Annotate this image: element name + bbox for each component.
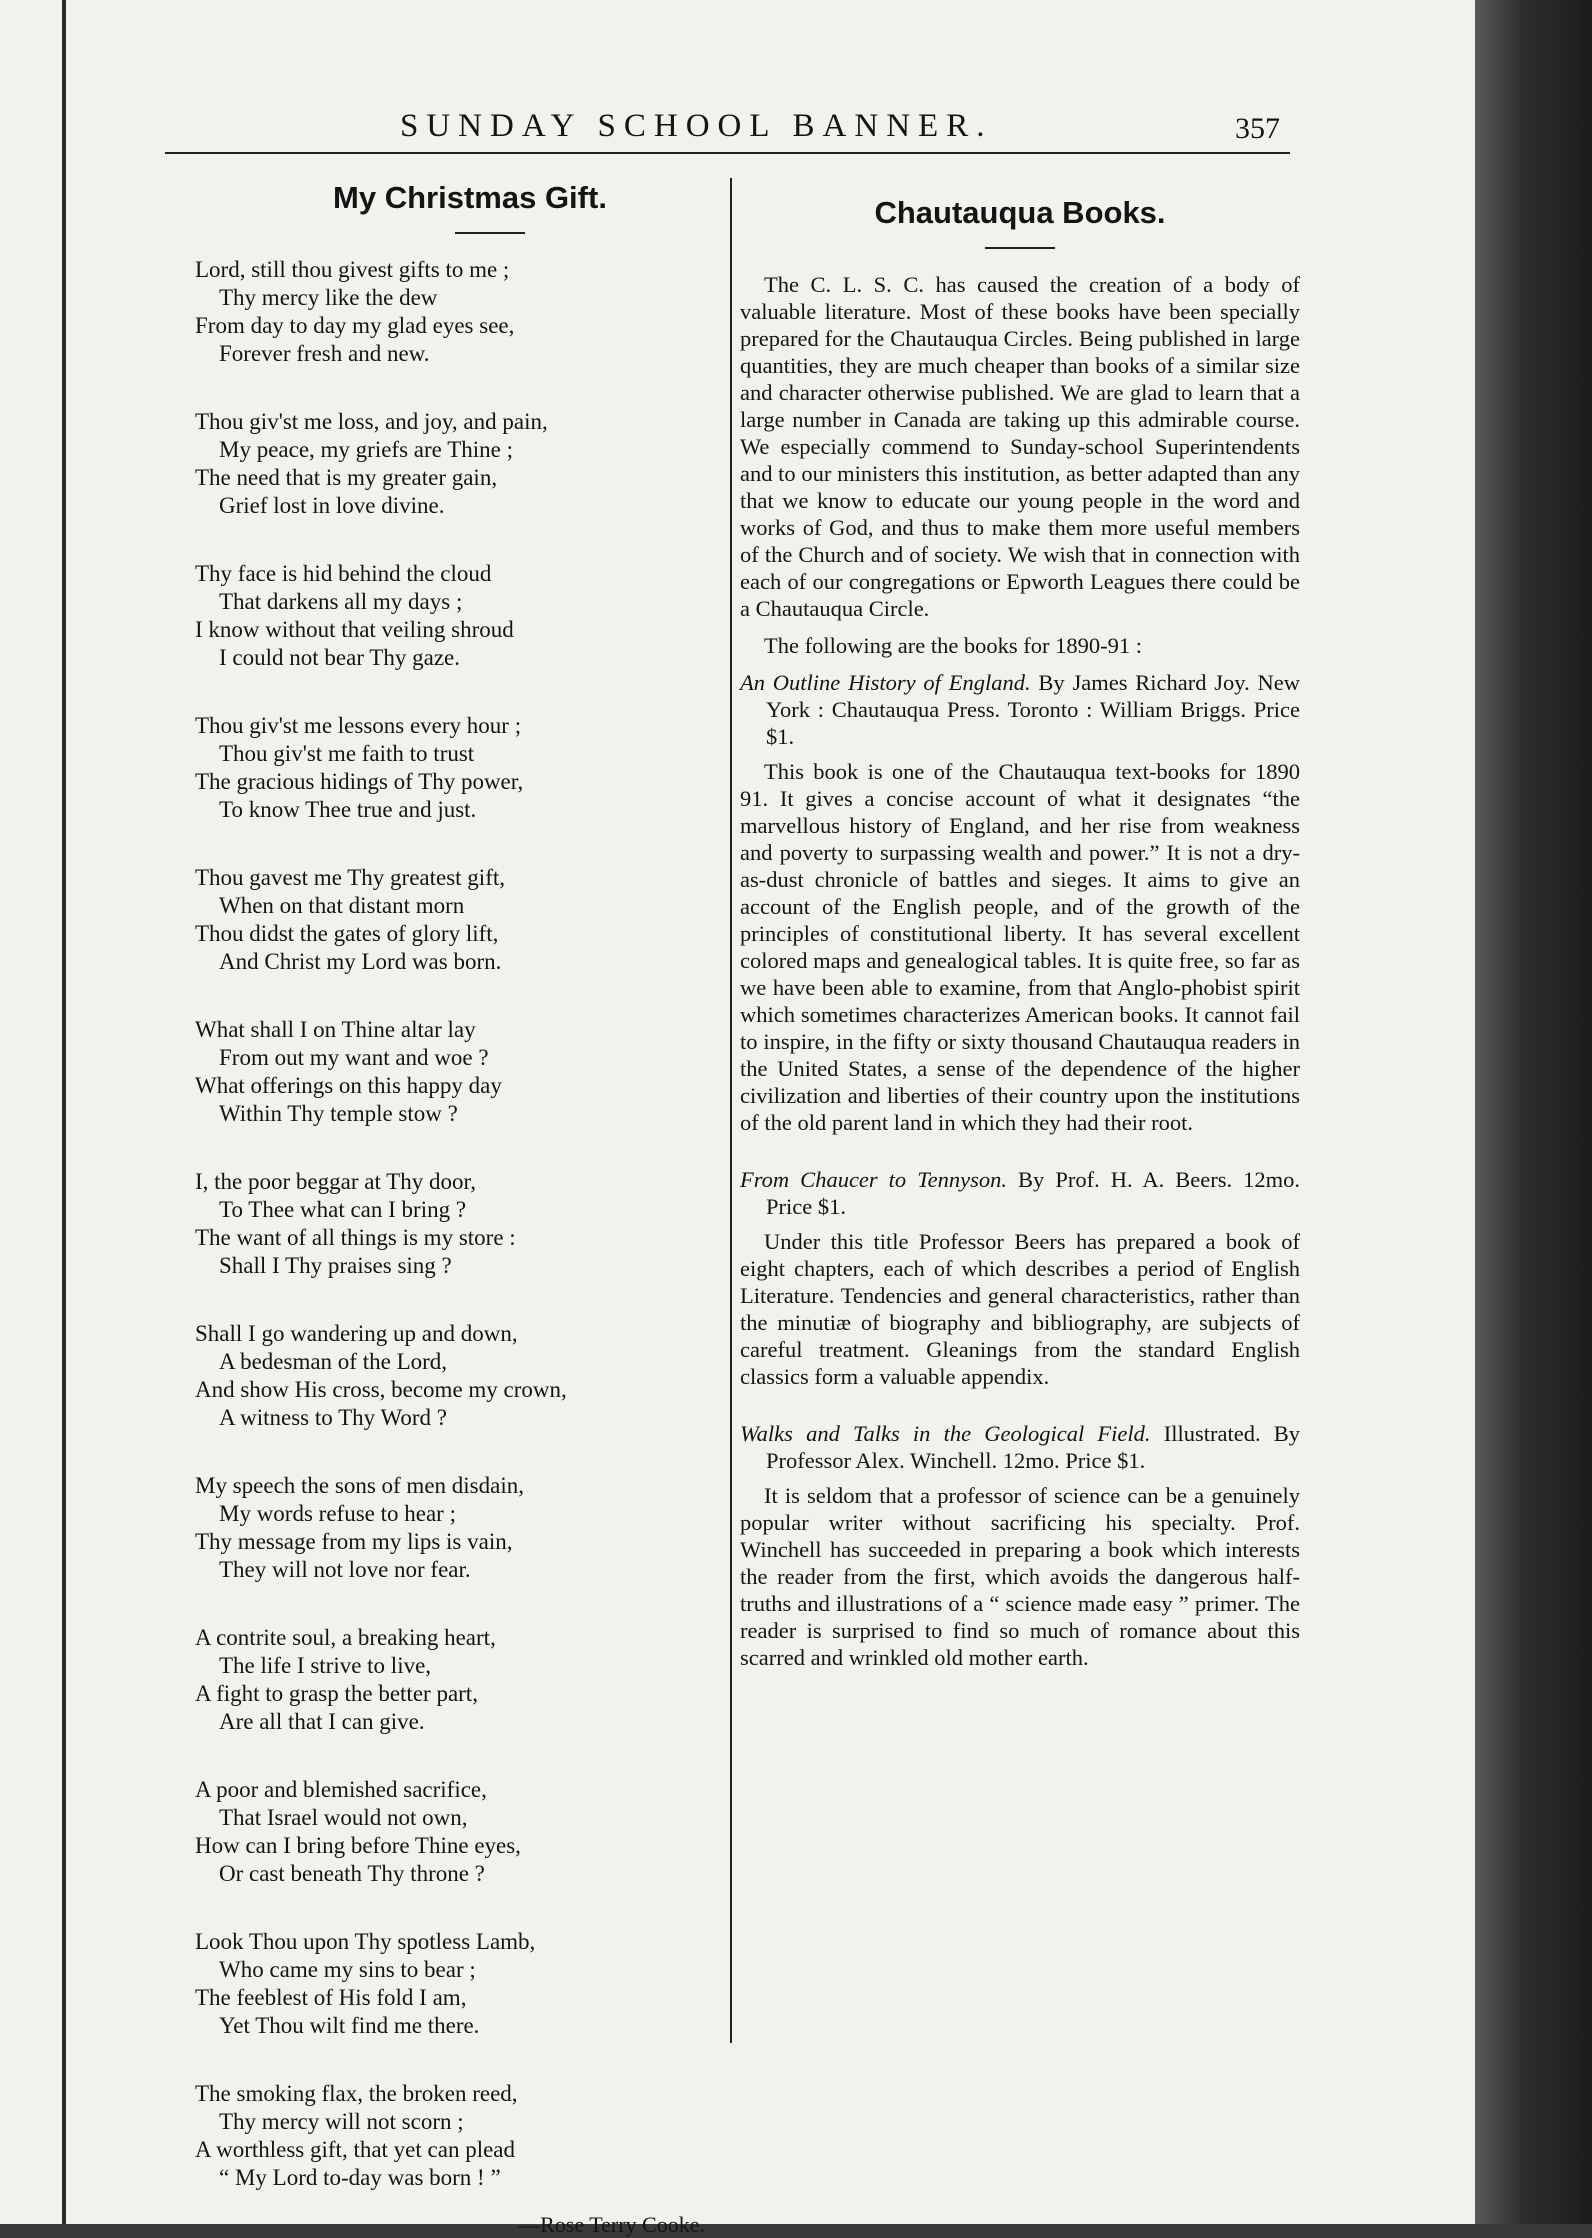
- poem-stanzas: [195, 256, 705, 2192]
- book-title: From Chaucer to Tennyson.: [740, 1167, 1008, 1192]
- poem-line: That darkens all my days ;: [219, 589, 463, 614]
- title-rule: [985, 247, 1055, 249]
- poem-line: Shall I Thy praises sing ?: [219, 1253, 452, 1278]
- poem-author: —Rose Terry Cooke.: [518, 2212, 705, 2237]
- poem-line: To Thee what can I bring ?: [219, 1197, 467, 1222]
- poem-line: From day to day my glad eyes see,: [195, 313, 515, 338]
- poem-stanza: [195, 560, 705, 672]
- book-byline: Illustrated. By Professor Alex. Winchell. 12mo. Price $1.: [766, 1421, 1301, 1473]
- book-entry: [740, 1166, 1300, 1390]
- book-entry: [740, 1420, 1300, 1671]
- poem-line: Shall I go wandering up and down,: [195, 1321, 518, 1346]
- poem-line: Forever fresh and new.: [219, 341, 430, 366]
- column-divider: [730, 178, 732, 2043]
- poem-line: A worthless gift, that yet can plead: [195, 2137, 516, 2162]
- poem-stanza: [195, 1624, 705, 1736]
- poem-stanza: [195, 1776, 705, 1888]
- poem-line: Who came my sins to bear ;: [219, 1957, 476, 1982]
- poem-stanza: [195, 1320, 705, 1432]
- poem-line: Thy mercy will not scorn ;: [219, 2109, 464, 2134]
- poem-line: Grief lost in love divine.: [219, 493, 445, 518]
- poem-line: Thou giv'st me faith to trust: [219, 741, 475, 766]
- poem-line: How can I bring before Thine eyes,: [195, 1833, 521, 1858]
- poem-line: “ My Lord to-day was born ! ”: [219, 2165, 501, 2190]
- poem-line: What shall I on Thine altar lay: [195, 1017, 476, 1042]
- book-entry: [740, 669, 1300, 1136]
- poem-line: Thy message from my lips is vain,: [195, 1529, 513, 1554]
- title-rule: [455, 232, 525, 234]
- poem-line: Thy face is hid behind the cloud: [195, 561, 492, 586]
- poem-line: And Christ my Lord was born.: [219, 949, 502, 974]
- poem-stanza: [195, 256, 705, 368]
- poem-stanza: [195, 408, 705, 520]
- poem-line: The feeblest of His fold I am,: [195, 1985, 467, 2010]
- poem-line: Thy mercy like the dew: [219, 285, 438, 310]
- poem-stanza: [195, 864, 705, 976]
- book-byline: By James Richard Joy. New York : Chautauqua Press. Toronto : William Briggs. Price $1.: [766, 670, 1301, 749]
- book-title: An Outline History of England.: [740, 670, 1031, 695]
- poem-line: Thou giv'st me lessons every hour ;: [195, 713, 522, 738]
- book-byline: By Prof. H. A. Beers. 12mo. Price $1.: [766, 1167, 1301, 1219]
- poem-line: A contrite soul, a breaking heart,: [195, 1625, 496, 1650]
- poem-line: They will not love nor fear.: [219, 1557, 471, 1582]
- book-review: It is seldom that a professor of science can be a genuinely popular writer without sacrificing his specialty. Prof. Winchell has succeeded in preparing a book which interests the reader from the first, which avoids the dangerous half-truths and illustrations of a “ science made easy ” primer. The reader is surprised to find so much of romance about this scarred and wrinkled old mother earth.: [740, 1483, 1300, 1670]
- poem-stanza: [195, 1472, 705, 1584]
- poem-line: Within Thy temple stow ?: [219, 1101, 458, 1126]
- poem-line: Or cast beneath Thy throne ?: [219, 1861, 485, 1886]
- book-title: Walks and Talks in the Geological Field.: [740, 1421, 1151, 1446]
- poem-line: Are all that I can give.: [219, 1709, 425, 1734]
- article-intro: The C. L. S. C. has caused the creation of a body of valuable literature. Most of these books have been specially prepared for the Chautauqua Circles. Being published in large quantities, they are much cheaper than books of a similar size and character otherwise published. We are glad to learn that a large number in Canada are taking up this admirable course. We especially commend to Sunday-school Superintendents and to our ministers this institution, as better adapted than any that we know to educate our young people in the word and works of God, and thus to make them more useful members of the Church and of society. We wish that in connection with each of our congregations or Epworth Leagues there could be a Chautauqua Circle.: [740, 272, 1300, 621]
- poem-line: I could not bear Thy gaze.: [219, 645, 460, 670]
- poem-line: And show His cross, become my crown,: [195, 1377, 567, 1402]
- poem-line: That Israel would not own,: [219, 1805, 468, 1830]
- poem-stanza: [195, 2080, 705, 2192]
- poem-line: A fight to grasp the better part,: [195, 1681, 478, 1706]
- poem-line: A witness to Thy Word ?: [219, 1405, 447, 1430]
- poem-line: I, the poor beggar at Thy door,: [195, 1169, 476, 1194]
- poem-line: Look Thou upon Thy spotless Lamb,: [195, 1929, 536, 1954]
- poem-line: I know without that veiling shroud: [195, 617, 514, 642]
- poem-line: A poor and blemished sacrifice,: [195, 1777, 487, 1802]
- poem-line: Thou gavest me Thy greatest gift,: [195, 865, 505, 890]
- poem-line: To know Thee true and just.: [219, 797, 477, 822]
- poem-line: Lord, still thou givest gifts to me ;: [195, 257, 510, 282]
- poem-line: A bedesman of the Lord,: [219, 1349, 448, 1374]
- poem-line: My peace, my griefs are Thine ;: [219, 437, 513, 462]
- running-title: SUNDAY SCHOOL BANNER.: [400, 108, 993, 144]
- page-edge: [1475, 0, 1592, 2224]
- poem-line: The want of all things is my store :: [195, 1225, 516, 1250]
- binding-gutter: [62, 0, 66, 2224]
- poem-line: From out my want and woe ?: [219, 1045, 489, 1070]
- poem-line: The life I strive to live,: [219, 1653, 432, 1678]
- poem-title: My Christmas Gift.: [333, 180, 607, 215]
- book-citation: [740, 1166, 1300, 1220]
- poem-line: My speech the sons of men disdain,: [195, 1473, 524, 1498]
- poem-stanza: [195, 712, 705, 824]
- poem-stanza: [195, 1168, 705, 1280]
- poem-line: When on that distant morn: [219, 893, 465, 918]
- poem-line: Thou didst the gates of glory lift,: [195, 921, 499, 946]
- poem-line: What offerings on this happy day: [195, 1073, 502, 1098]
- poem-column: [195, 180, 705, 2238]
- poem-line: My words refuse to hear ;: [219, 1501, 456, 1526]
- poem-line: The smoking flax, the broken reed,: [195, 2081, 518, 2106]
- page-number: 357: [1235, 112, 1280, 145]
- poem-line: The need that is my greater gain,: [195, 465, 498, 490]
- poem-stanza: [195, 1016, 705, 1128]
- poem-stanza: [195, 1928, 705, 2040]
- header-rule: [165, 152, 1290, 154]
- book-list-intro: The following are the books for 1890-91 :: [764, 633, 1143, 658]
- book-citation: [740, 1420, 1300, 1474]
- article-column: [740, 195, 1300, 1681]
- article-title: Chautauqua Books.: [874, 195, 1166, 230]
- book-review: This book is one of the Chautauqua text-books for 1890 91. It gives a concise account of what it designates “the marvellous history of England, and her rise from weakness and poverty to surpassing wealth and power.” It is not a dry-as-dust chronicle of battles and sieges. It aims to give an account of the English people, and of the growth of the principles of constitutional liberty. It has several excellent colored maps and genealogical tables. It is quite free, so far as we have been able to examine, from that Anglo-phobist spirit which sometimes characterizes American books. It cannot fail to inspire, in the fifty or sixty thousand Chautauqua readers in the United States, a sense of the dependence of the higher civilization and liberties of their country upon the institutions of the old parent land in which they had their root.: [740, 759, 1300, 1135]
- book-citation: [740, 669, 1300, 750]
- poem-line: Yet Thou wilt find me there.: [219, 2013, 480, 2038]
- poem-line: Thou giv'st me loss, and joy, and pain,: [195, 409, 548, 434]
- page-header: [160, 108, 1290, 158]
- book-review: Under this title Professor Beers has prepared a book of eight chapters, each of which describes a period of English Literature. Tendencies and general characteristics, rather than the minutiæ of biography and bibliography, are subjects of careful treatment. Gleanings from the standard English classics form a valuable appendix.: [740, 1229, 1300, 1389]
- poem-line: The gracious hidings of Thy power,: [195, 769, 524, 794]
